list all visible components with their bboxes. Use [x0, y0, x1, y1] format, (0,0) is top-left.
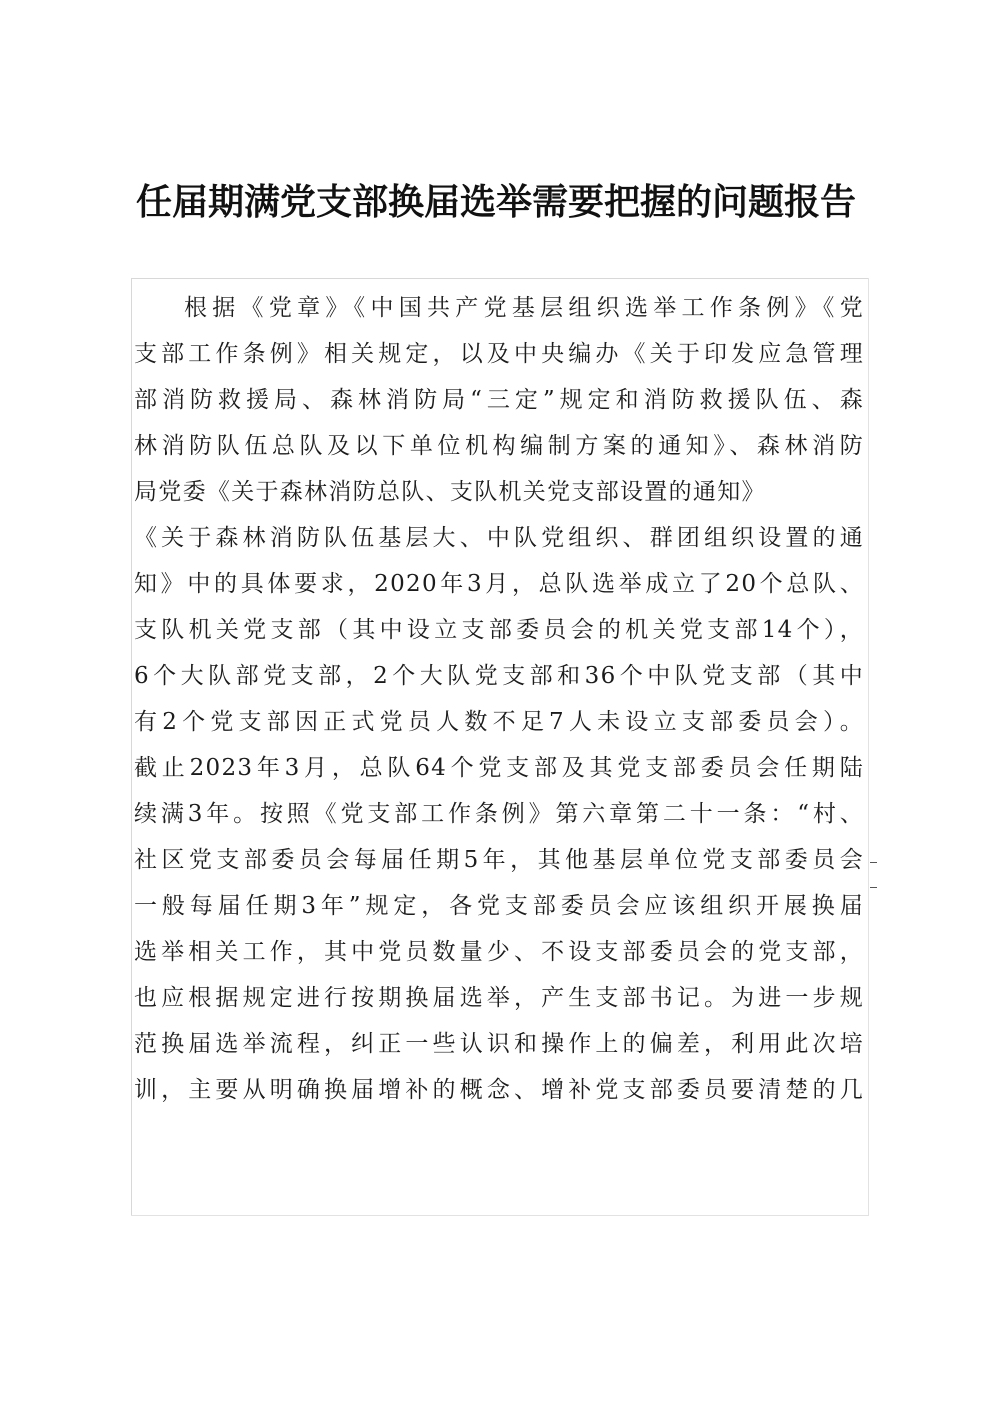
body-line: 一般每届任期3年”规定，各党支部委员会应该组织开展换届 — [134, 893, 864, 919]
revision-bracket-bottom — [870, 887, 877, 888]
body-line: 林消防队伍总队及以下单位机构编制方案的通知》、森林消防 — [134, 433, 864, 459]
body-line: 《关于森林消防队伍基层大、中队党组织、群团组织设置的通 — [134, 525, 864, 551]
body-line: 截止2023年3月，总队64个党支部及其党支部委员会任期陆 — [134, 755, 864, 781]
text-frame-left-border — [131, 278, 132, 1216]
body-line: 也应根据规定进行按期换届选举，产生支部书记。为进一步规 — [134, 985, 864, 1011]
body-line: 支队机关党支部（其中设立支部委员会的机关党支部14个）， — [134, 617, 864, 643]
revision-bracket-top — [870, 862, 877, 863]
body-line: 范换届选举流程，纠正一些认识和操作上的偏差，利用此次培 — [134, 1031, 864, 1057]
text-frame-top-border — [131, 278, 868, 279]
body-line: 选举相关工作，其中党员数量少、不设支部委员会的党支部， — [134, 939, 864, 965]
body-line: 根据《党章》《中国共产党基层组织选举工作条例》《党 — [184, 295, 864, 321]
body-line: 有2个党支部因正式党员人数不足7人未设立支部委员会）。 — [134, 709, 864, 735]
body-line: 局党委《关于森林消防总队、支队机关党支部设置的通知》 — [134, 479, 766, 505]
text-frame-bottom-border — [131, 1215, 868, 1216]
text-frame-right-border — [868, 278, 869, 1216]
body-line: 部消防救援局、森林消防局“三定”规定和消防救援队伍、森 — [134, 387, 864, 413]
body-line: 训，主要从明确换届增补的概念、增补党支部委员要清楚的几 — [134, 1077, 864, 1103]
body-line: 知》中的具体要求，2020年3月，总队选举成立了20个总队、 — [134, 571, 864, 597]
body-paragraph — [134, 285, 864, 1113]
body-line: 6个大队部党支部，2个大队党支部和36个中队党支部（其中 — [134, 663, 864, 689]
body-line: 支部工作条例》相关规定，以及中央编办《关于印发应急管理 — [134, 341, 864, 367]
document-title: 任届期满党支部换届选举需要把握的问题报告 — [135, 182, 856, 223]
revision-bracket-mark — [868, 860, 878, 890]
body-line: 续满3年。按照《党支部工作条例》第六章第二十一条：“村、 — [134, 801, 864, 827]
body-line: 社区党支部委员会每届任期5年，其他基层单位党支部委员会 — [134, 847, 864, 873]
